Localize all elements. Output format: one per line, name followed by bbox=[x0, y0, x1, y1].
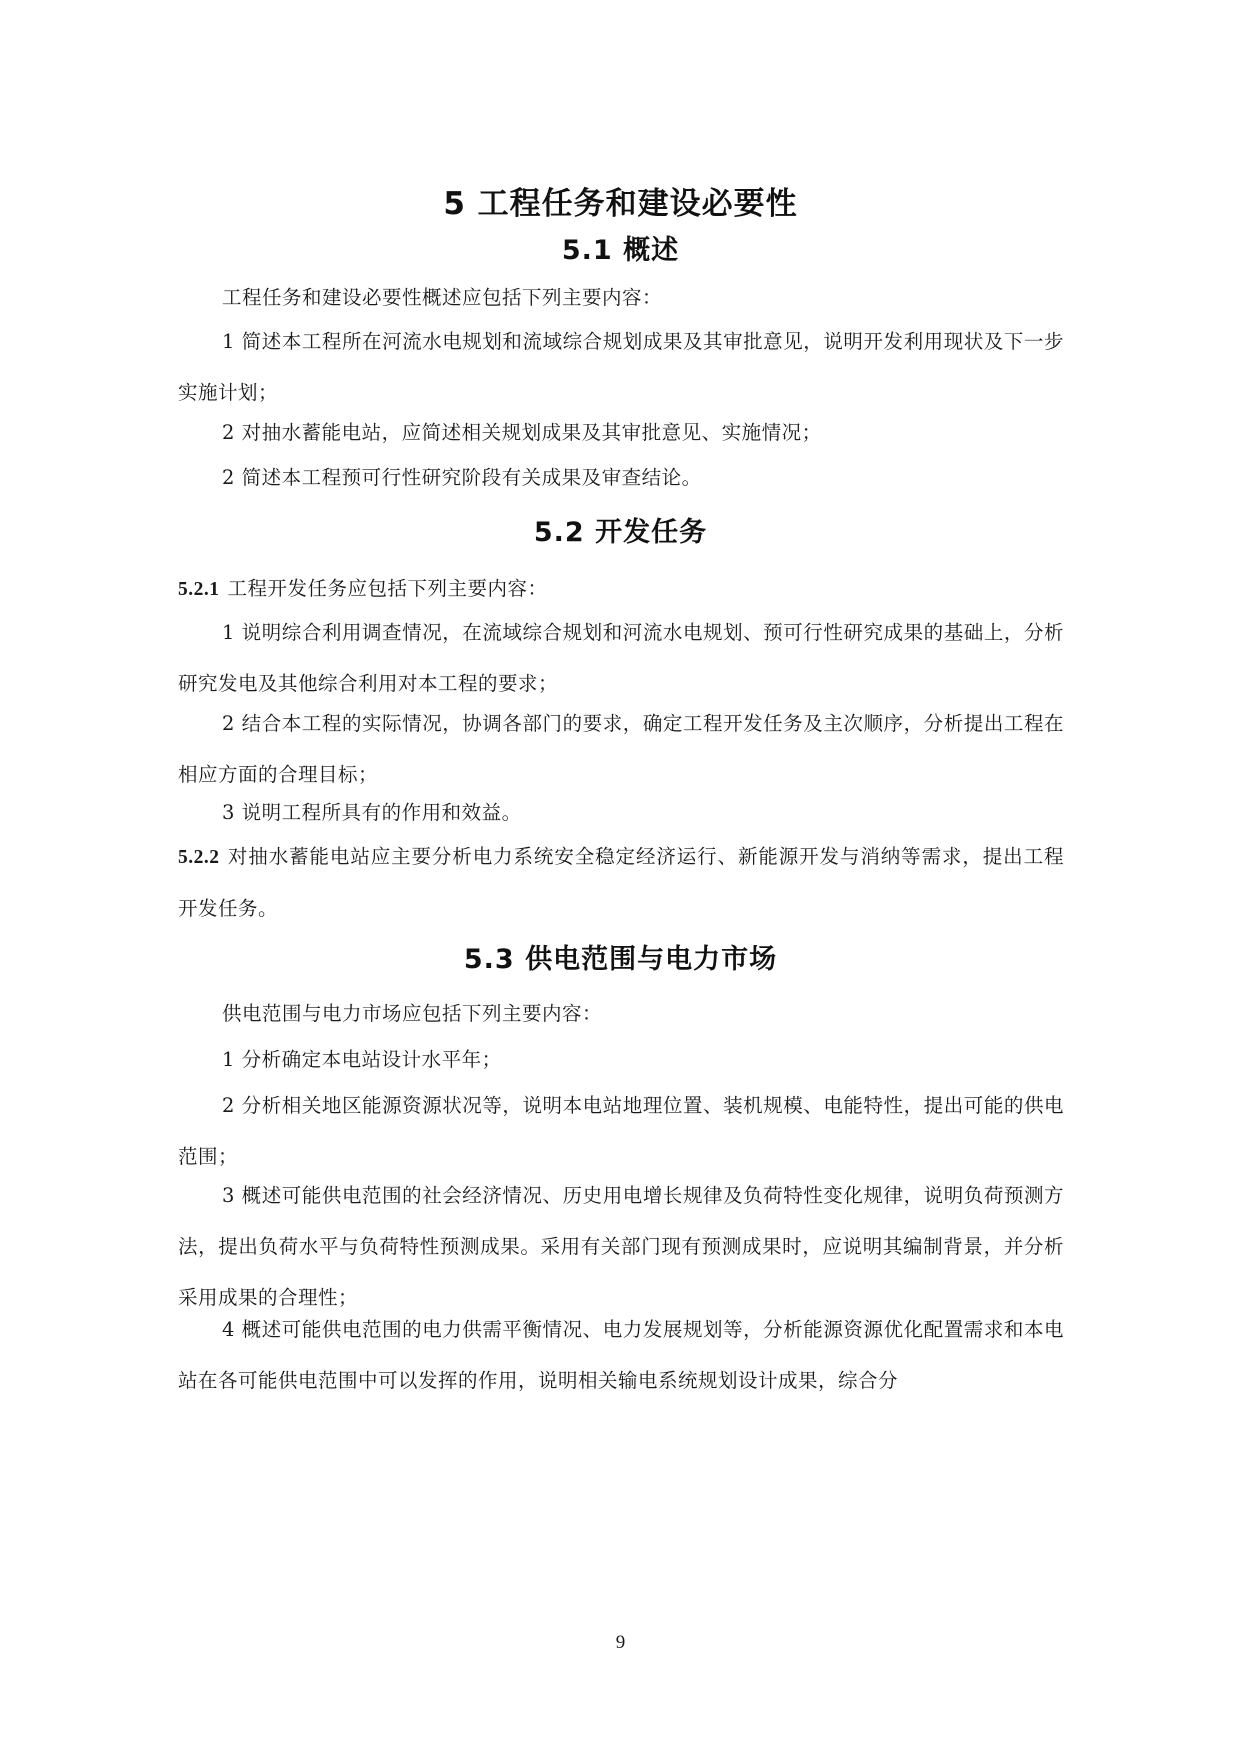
clause-5-2-2 bbox=[178, 831, 1064, 934]
clause-text: 对抽水蓄能电站应主要分析电力系统安全稳定经济运行、新能源开发与消纳等需求，提出工程开发任务。 bbox=[178, 845, 1064, 920]
section-title-5-2: 5.2 开发任务 bbox=[533, 517, 708, 548]
paragraph: 供电范围与电力市场应包括下列主要内容： bbox=[222, 1002, 603, 1025]
list-item: 3 概述可能供电范围的社会经济情况、历史用电增长规律及负荷特性变化规律，说明负荷预测方法，提出负荷水平与负荷特性预测成果。采用有关部门现有预测成果时，应说明其编制背景，并分析采用成果的合理性； bbox=[178, 1184, 1064, 1309]
section-title-5-1: 5.1 概述 bbox=[561, 235, 680, 266]
list-item: 2 对抽水蓄能电站，应简述相关规划成果及其审批意见、实施情况； bbox=[222, 421, 822, 444]
clause-number: 5.2.2 bbox=[178, 847, 220, 868]
page-number: 9 bbox=[615, 1632, 626, 1653]
section-title-5-3: 5.3 供电范围与电力市场 bbox=[463, 944, 778, 975]
list-item: 3 说明工程所具有的作用和效益。 bbox=[222, 801, 522, 824]
list-item: 1 说明综合利用调查情况，在流域综合规划和河流水电规划、预可行性研究成果的基础上，分析研究发电及其他综合利用对本工程的要求； bbox=[178, 621, 1064, 695]
list-item: 2 结合本工程的实际情况，协调各部门的要求，确定工程开发任务及主次顺序，分析提出工程在相应方面的合理目标； bbox=[178, 712, 1064, 786]
chapter-title: 5 工程任务和建设必要性 bbox=[443, 186, 798, 222]
list-item: 2 分析相关地区能源资源状况等，说明本电站地理位置、装机规模、电能特性，提出可能的供电范围； bbox=[178, 1094, 1064, 1168]
list-item: 4 概述可能供电范围的电力供需平衡情况、电力发展规划等，分析能源资源优化配置需求和本电站在各可能供电范围中可以发挥的作用，说明相关输电系统规划设计成果，综合分 bbox=[178, 1318, 1064, 1392]
paragraph: 工程任务和建设必要性概述应包括下列主要内容： bbox=[222, 286, 663, 309]
clause-number: 5.2.1 bbox=[178, 579, 220, 600]
clause-text: 工程开发任务应包括下列主要内容： bbox=[227, 577, 548, 600]
list-item: 2 简述本工程预可行性研究阶段有关成果及审查结论。 bbox=[222, 466, 702, 489]
list-item: 1 分析确定本电站设计水平年； bbox=[222, 1048, 502, 1071]
list-item: 1 简述本工程所在河流水电规划和流域综合规划成果及其审批意见，说明开发利用现状及下一步实施计划； bbox=[178, 330, 1064, 404]
